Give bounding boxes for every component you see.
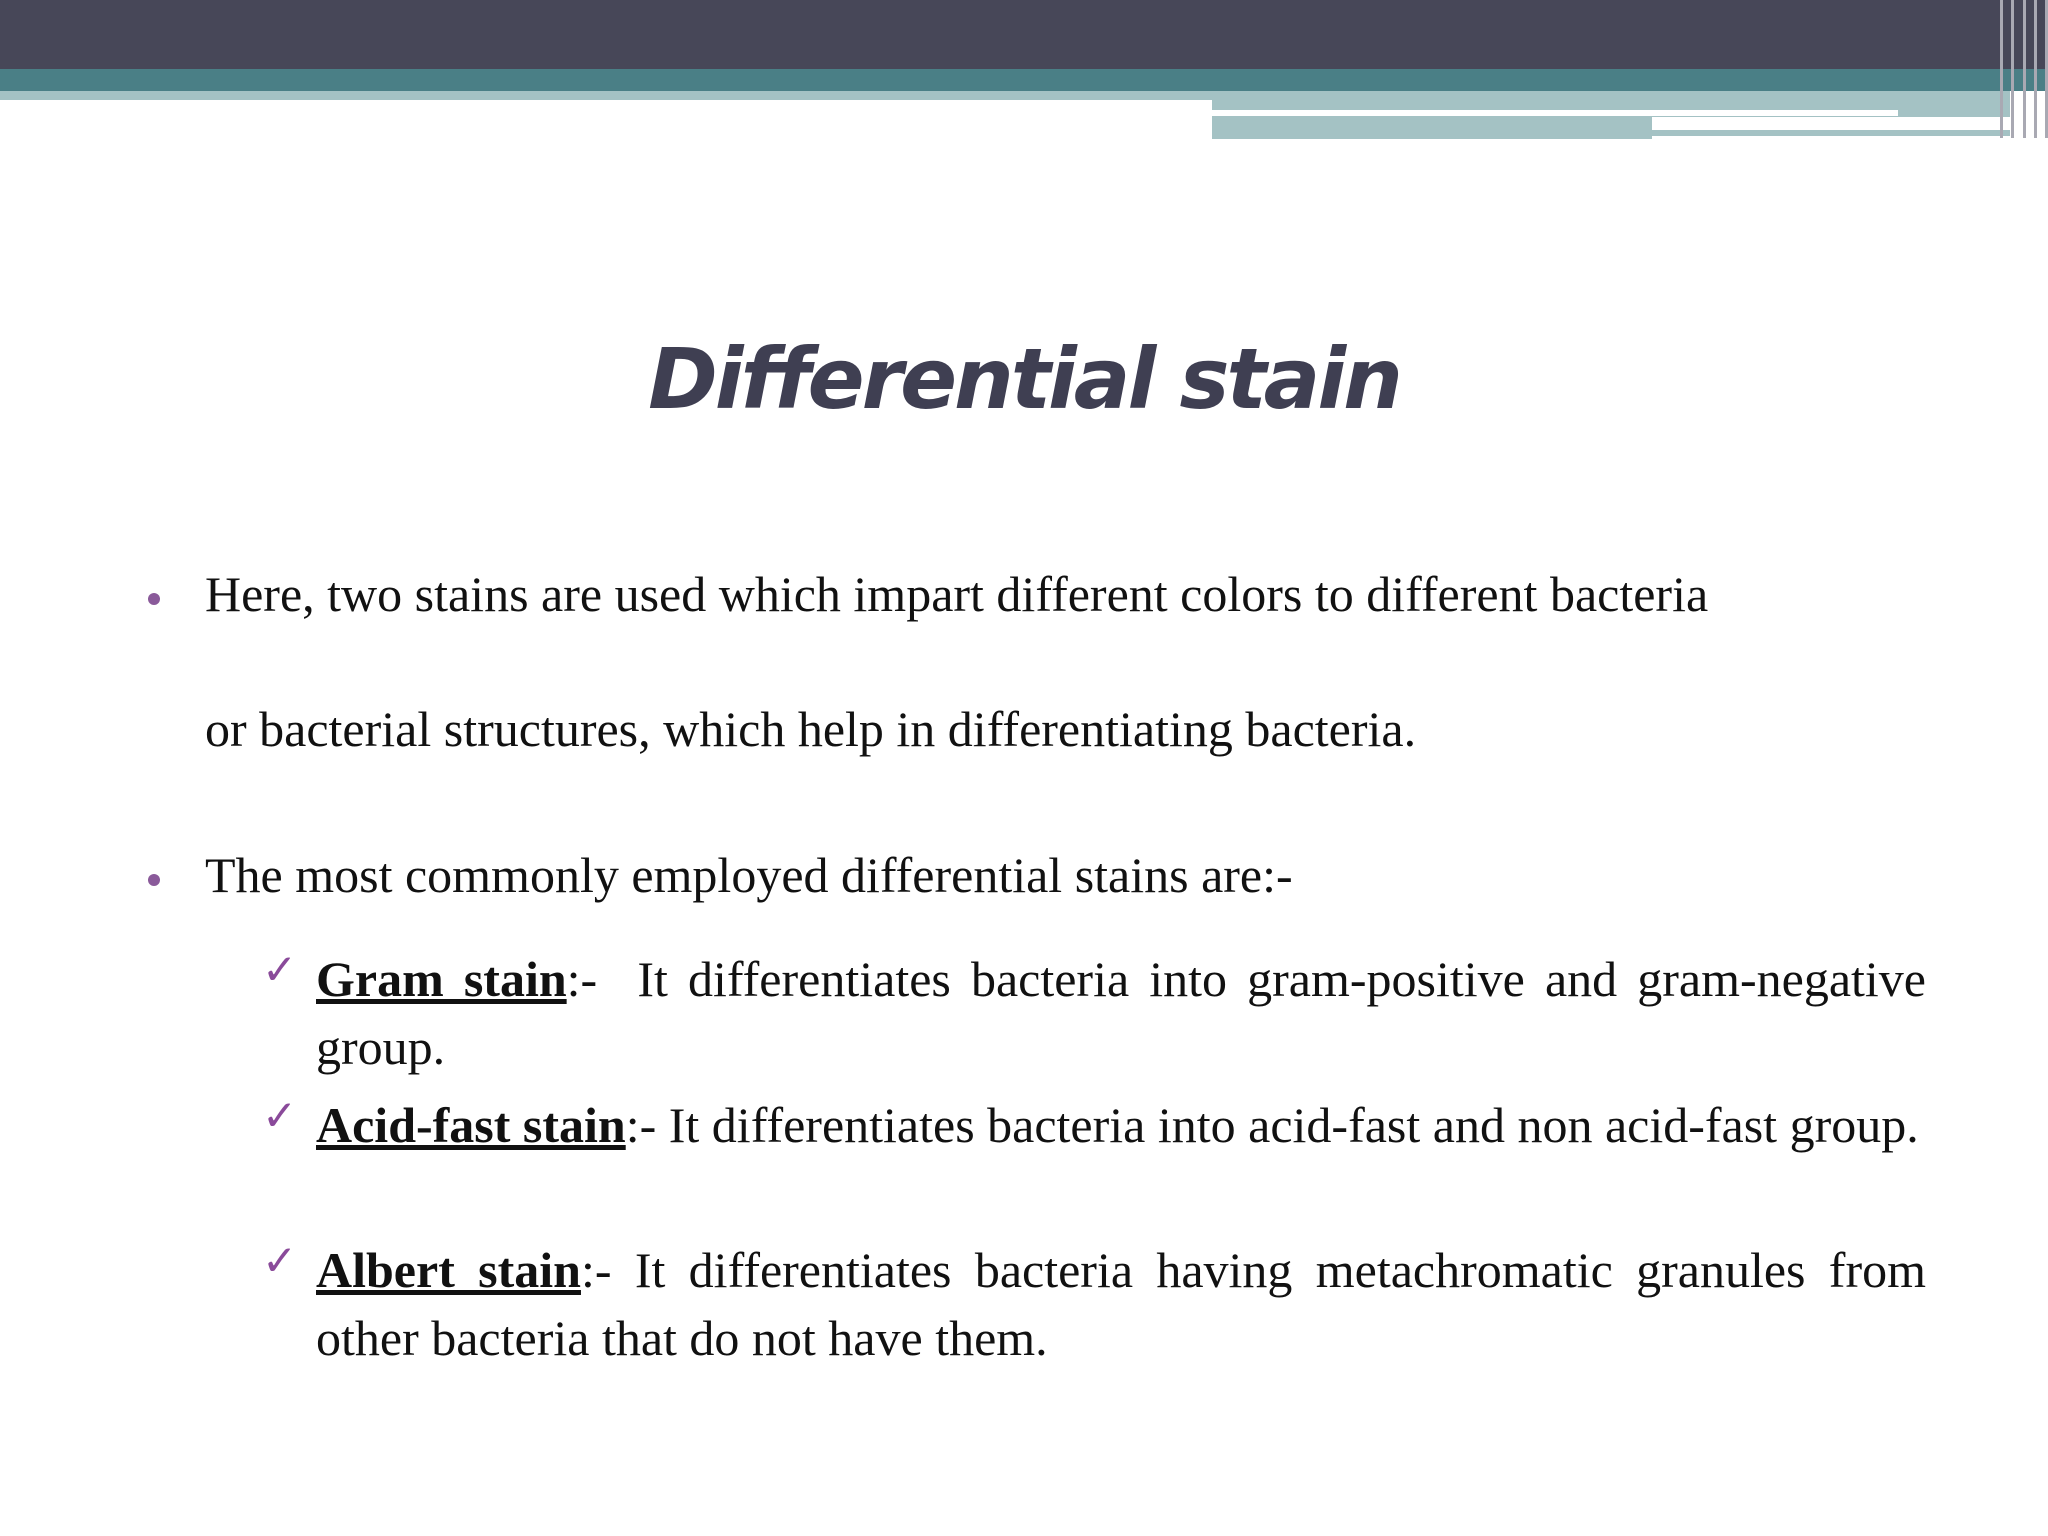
checkmark-icon: ✓: [262, 1091, 298, 1140]
stain-item-gram: [316, 945, 1939, 1081]
stain-description: It differentiates bacteria into acid-fast and non acid-fast group.: [656, 1097, 1919, 1153]
header-light-band-thin: [1652, 130, 2010, 136]
bullet-2-line-1: The most commonly employed differential stains are:-: [205, 847, 1293, 903]
stain-separator: :-: [625, 1097, 657, 1153]
stain-separator: :-: [566, 951, 598, 1007]
checkmark-icon: ✓: [262, 945, 298, 994]
header-white-line: [1212, 110, 1898, 116]
stain-term: Albert stain: [316, 1242, 581, 1298]
stain-description: It differentiates bacteria having metachromatic granules from other bacteria that do not have them.: [316, 1242, 1939, 1366]
checkmark-icon: ✓: [262, 1236, 298, 1285]
bullet-dot-icon: [148, 874, 160, 886]
stain-item-albert: [316, 1236, 1939, 1372]
header-light-band-lower: [1212, 117, 1652, 139]
stain-description: It differentiates bacteria into gram-positive and gram-negative group.: [316, 951, 1939, 1075]
bullet-1-line-2: or bacterial structures, which help in differentiating bacteria.: [205, 701, 1417, 757]
bullet-dot-icon: [148, 593, 160, 605]
stain-item-acid-fast: [316, 1091, 1926, 1159]
header-light-band-left: [0, 91, 1212, 100]
header-vertical-lines: [2000, 0, 2048, 138]
stain-term: Gram stain: [316, 951, 567, 1007]
bullet-1-line-1: Here, two stains are used which impart different colors to different bacteria: [205, 566, 1709, 622]
header-dark-band: [0, 0, 2048, 69]
header-teal-band: [0, 69, 2048, 91]
slide-title: Differential stain: [648, 330, 1400, 428]
stain-separator: :-: [580, 1242, 612, 1298]
stain-term: Acid-fast stain: [316, 1097, 626, 1153]
